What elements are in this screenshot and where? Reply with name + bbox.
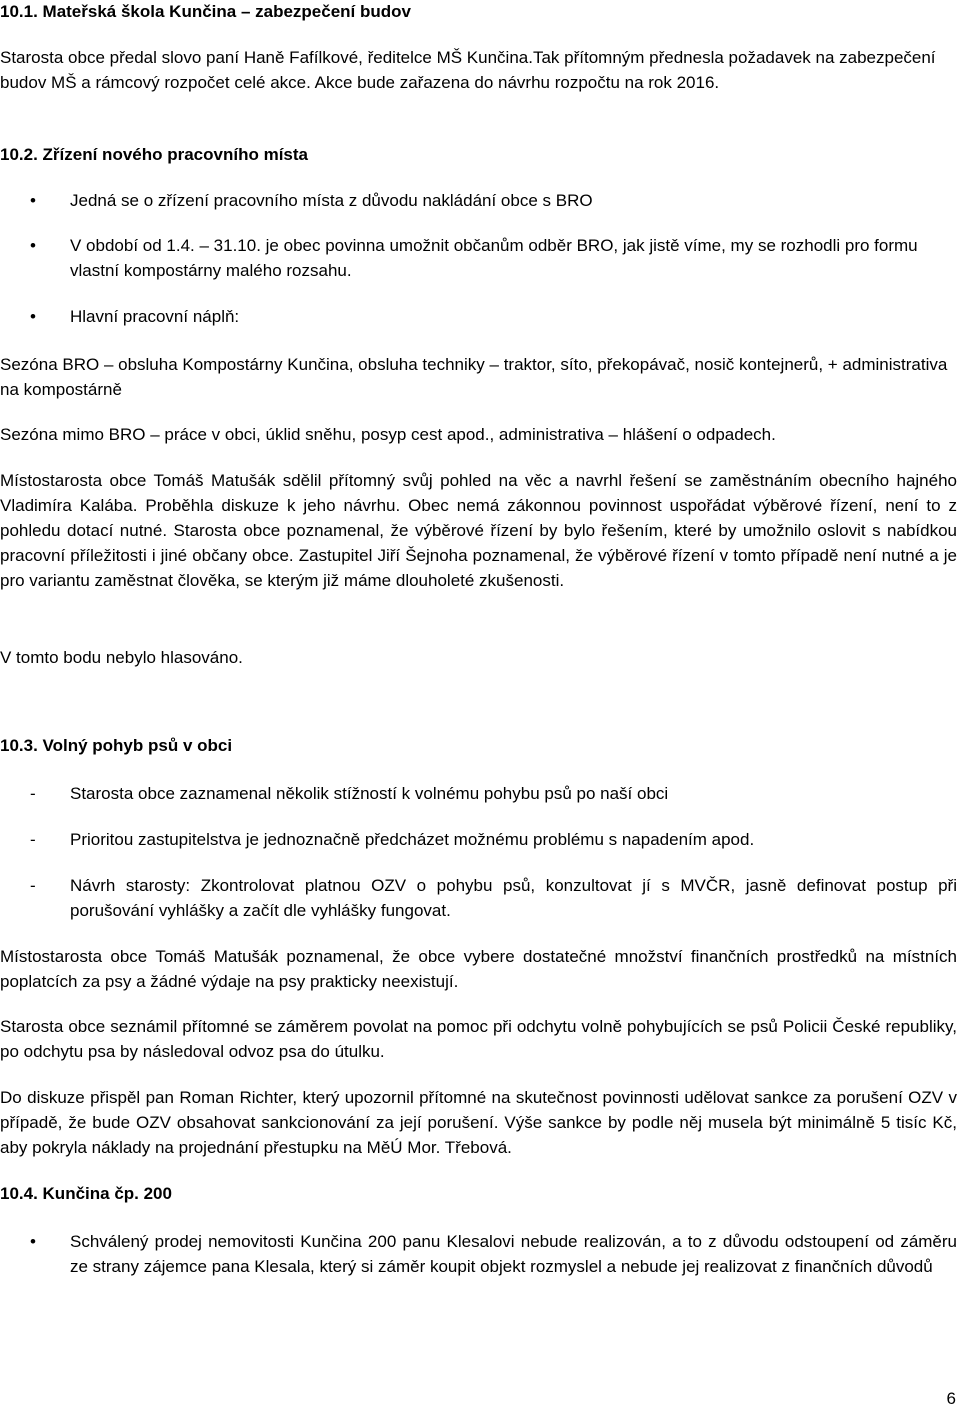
paragraph: Sezóna mimo BRO – práce v obci, úklid sněhu, posyp cest apod., administrativa – hlášení o odpadech. [0, 425, 776, 444]
paragraph: Sezóna BRO – obsluha Kompostárny Kunčina, obsluha techniky – traktor, síto, překopávač, nosič kontejnerů, + administrativa na kompostárně [0, 355, 948, 399]
bullet-icon: • [30, 307, 36, 326]
bullet-text: Hlavní pracovní náplň: [70, 307, 240, 326]
dash-text: Starosta obce zaznamenal několik stížností k volnému pohybu psů po naší obci [70, 784, 669, 803]
section-10-3-heading: 10.3. Volný pohyb psů v obci [0, 736, 233, 755]
section-10-4-heading: 10.4. Kunčina čp. 200 [0, 1184, 172, 1203]
section-10-1-text: Starosta obce předal slovo paní Haně Fafílkové, ředitelce MŠ Kunčina.Tak přítomným přednesla požadavek na zabezpečení budov MŠ a rámcový rozpočet celé akce. Akce bude zařazena do návrhu rozpočtu na rok 2016. [0, 48, 936, 92]
paragraph: Místostarosta obce Tomáš Matušák poznamenal, že obce vybere dostatečné množství finančních prostředků na místních poplatcích za psy a žádné výdaje na psy prakticky neexistují. [0, 947, 957, 991]
bullet-text: Schválený prodej nemovitosti Kunčina 200 panu Klesalovi nebude realizován, a to z důvodu odstoupení od záměru ze strany zájemce pana Klesala, který si záměr koupit objekt rozmyslel a nebude jej realizovat z finančních důvodů [70, 1232, 957, 1276]
paragraph: Místostarosta obce Tomáš Matušák sdělil přítomný svůj pohled na věc a navrhl řešení se zaměstnáním obecního hajného Vladimíra Kalába. Proběhla diskuze k jeho návrhu. Obec nemá zákonnou povinnost uspořádat výběrové řízení, není to z pohledu dotací nutné. Starosta obce poznamenal, že výběrové řízení by bylo řešením, které by umožnilo oslovit s nabídkou pracovní příležitosti i jiné občany obce. Zastupitel Jiří Šejnoha poznamenal, že výběrové řízení v tomto případě není nutné a je pro variantu zaměstnat člověka, se kterým již máme dlouholeté zkušenosti. [0, 471, 957, 590]
dash-icon: - [30, 784, 36, 803]
paragraph: Starosta obce seznámil přítomné se záměrem povolat na pomoc při odchytu volně pohybujících se psů Policii České republiky, po odchytu psa by následoval odvoz psa do útulku. [0, 1017, 957, 1061]
dash-icon: - [30, 876, 36, 895]
bullet-text: Jedná se o zřízení pracovního místa z důvodu nakládání obce s BRO [70, 191, 593, 210]
bullet-icon: • [30, 236, 36, 255]
bullet-icon: • [30, 191, 36, 210]
section-10-2-heading [0, 145, 308, 165]
dash-text: Návrh starosty: Zkontrolovat platnou OZV o pohybu psů, konzultovat jí s MVČR, jasně definovat postup při porušování vyhlášky a začít dle vyhlášky fungovat. [70, 876, 957, 920]
dash-icon: - [30, 830, 36, 849]
paragraph: Do diskuze přispěl pan Roman Richter, který upozornil přítomné na skutečnost povinnosti udělovat sankce za porušení OZV v případě, že bude OZV obsahovat sankcionování za její porušení. Výše sankce by podle něj musela být minimálně 5 tisíc Kč, aby pokryla náklady na projednání přestupku na MěÚ Mor. Třebová. [0, 1088, 957, 1157]
bullet-text: V období od 1.4. – 31.10. je obec povinna umožnit občanům odběr BRO, jak jistě víme, my se rozhodli pro formu vlastní kompostárny malého rozsahu. [70, 236, 918, 280]
section-10-1-heading: 10.1. Mateřská škola Kunčina – zabezpečení budov [0, 2, 411, 21]
dash-text: Prioritou zastupitelstva je jednoznačně předcházet možnému problému s napadením apod. [70, 830, 755, 849]
paragraph: V tomto bodu nebylo hlasováno. [0, 648, 243, 667]
section-10-2-number: 10.2. [0, 145, 38, 164]
bullet-icon: • [30, 1232, 36, 1251]
section-10-2-title: Zřízení nového pracovního místa [42, 145, 308, 164]
page-number: 6 [946, 1389, 956, 1408]
